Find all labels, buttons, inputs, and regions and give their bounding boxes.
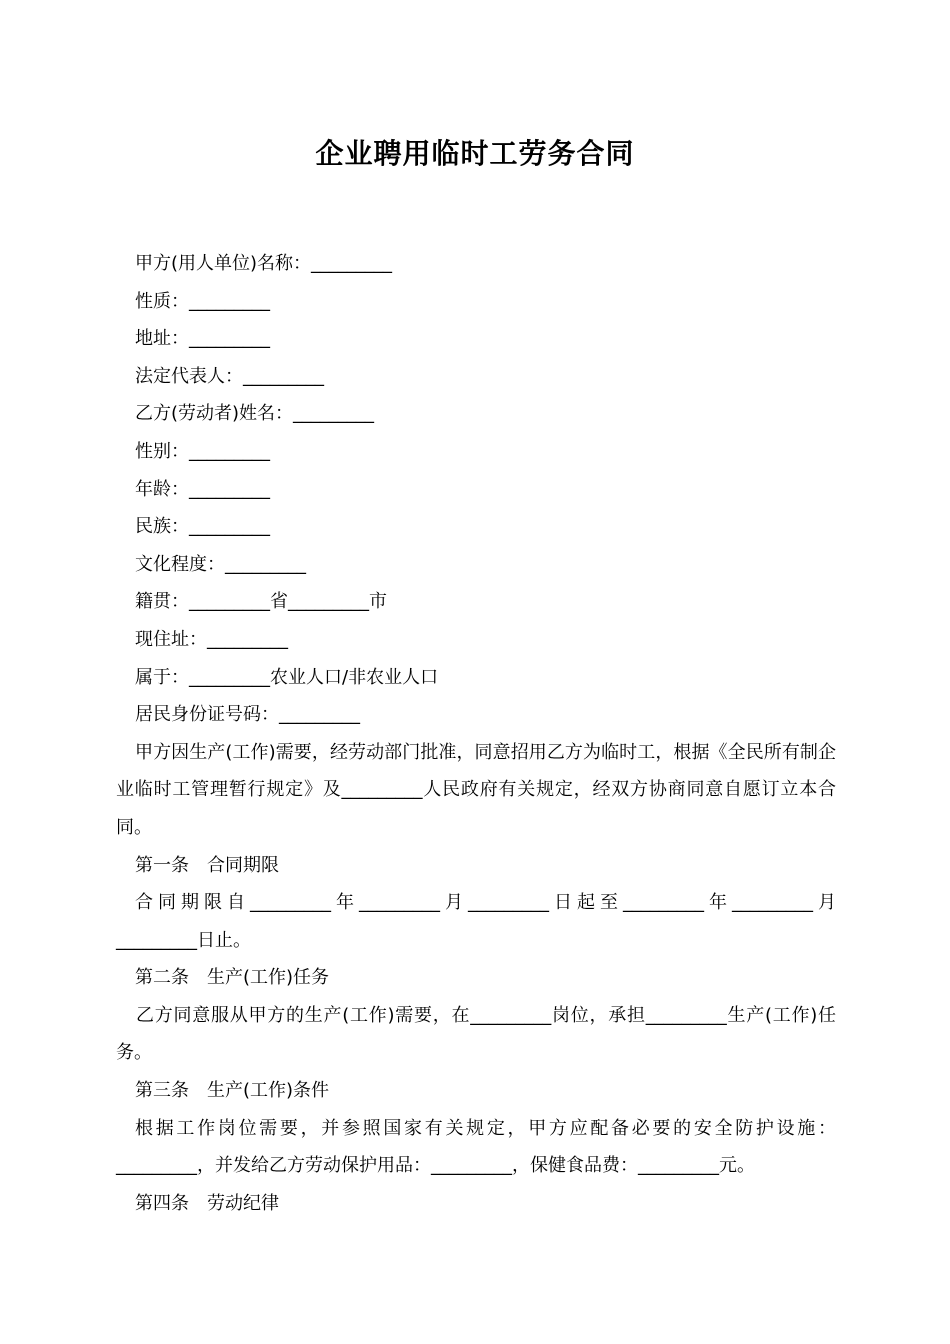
field-address: 地址：_________ bbox=[135, 328, 270, 350]
field-employer-name: 甲方(用人单位)名称：_________ bbox=[135, 253, 393, 274]
preamble-paragraph: 甲方因生产(工作)需要，经劳动部门批准，同意招用乙方为临时工，根据《全民所有制企业临时工管理暂行规定》及_________人民政府有关规定，经双方协商同意自愿订立本合同。 bbox=[116, 741, 836, 838]
article-3-heading: 第三条 生产(工作)条件 bbox=[135, 1080, 330, 1102]
field-current-address: 现住址：_________ bbox=[135, 628, 288, 650]
document-title: 企业聘用临时工劳务合同 bbox=[315, 137, 635, 170]
article-2-text: 乙方同意服从甲方的生产(工作)需要，在_________岗位，承担_________生产(工作)任务。 bbox=[116, 1004, 836, 1064]
article-2-heading: 第二条 生产(工作)任务 bbox=[135, 967, 330, 989]
article-1-text: 合同期限自_________年_________月_________日起至_________年_________月_________日止。 bbox=[116, 892, 836, 951]
article-4-heading: 第四条 劳动纪律 bbox=[135, 1192, 279, 1214]
field-id-number: 居民身份证号码：_________ bbox=[135, 704, 360, 726]
field-age: 年龄：_________ bbox=[135, 478, 270, 500]
field-education: 文化程度：_________ bbox=[135, 553, 306, 575]
field-ethnicity: 民族：_________ bbox=[135, 516, 270, 538]
field-worker-name: 乙方(劳动者)姓名：_________ bbox=[135, 403, 375, 425]
field-legal-representative: 法定代表人：_________ bbox=[135, 365, 324, 387]
field-native-place: 籍贯：_________省_________市 bbox=[135, 591, 387, 613]
field-nature: 性质：_________ bbox=[135, 290, 270, 312]
article-1-heading: 第一条 合同期限 bbox=[135, 854, 279, 876]
document-body bbox=[116, 245, 836, 1222]
field-gender: 性别：_________ bbox=[135, 440, 270, 462]
article-3-text: 根据工作岗位需要，并参照国家有关规定，甲方应配备必要的安全防护设施：_________，并发给乙方劳动保护用品：_________，保健食品费：_________元。 bbox=[116, 1117, 836, 1177]
field-household-type: 属于：_________农业人口/非农业人口 bbox=[135, 666, 439, 688]
